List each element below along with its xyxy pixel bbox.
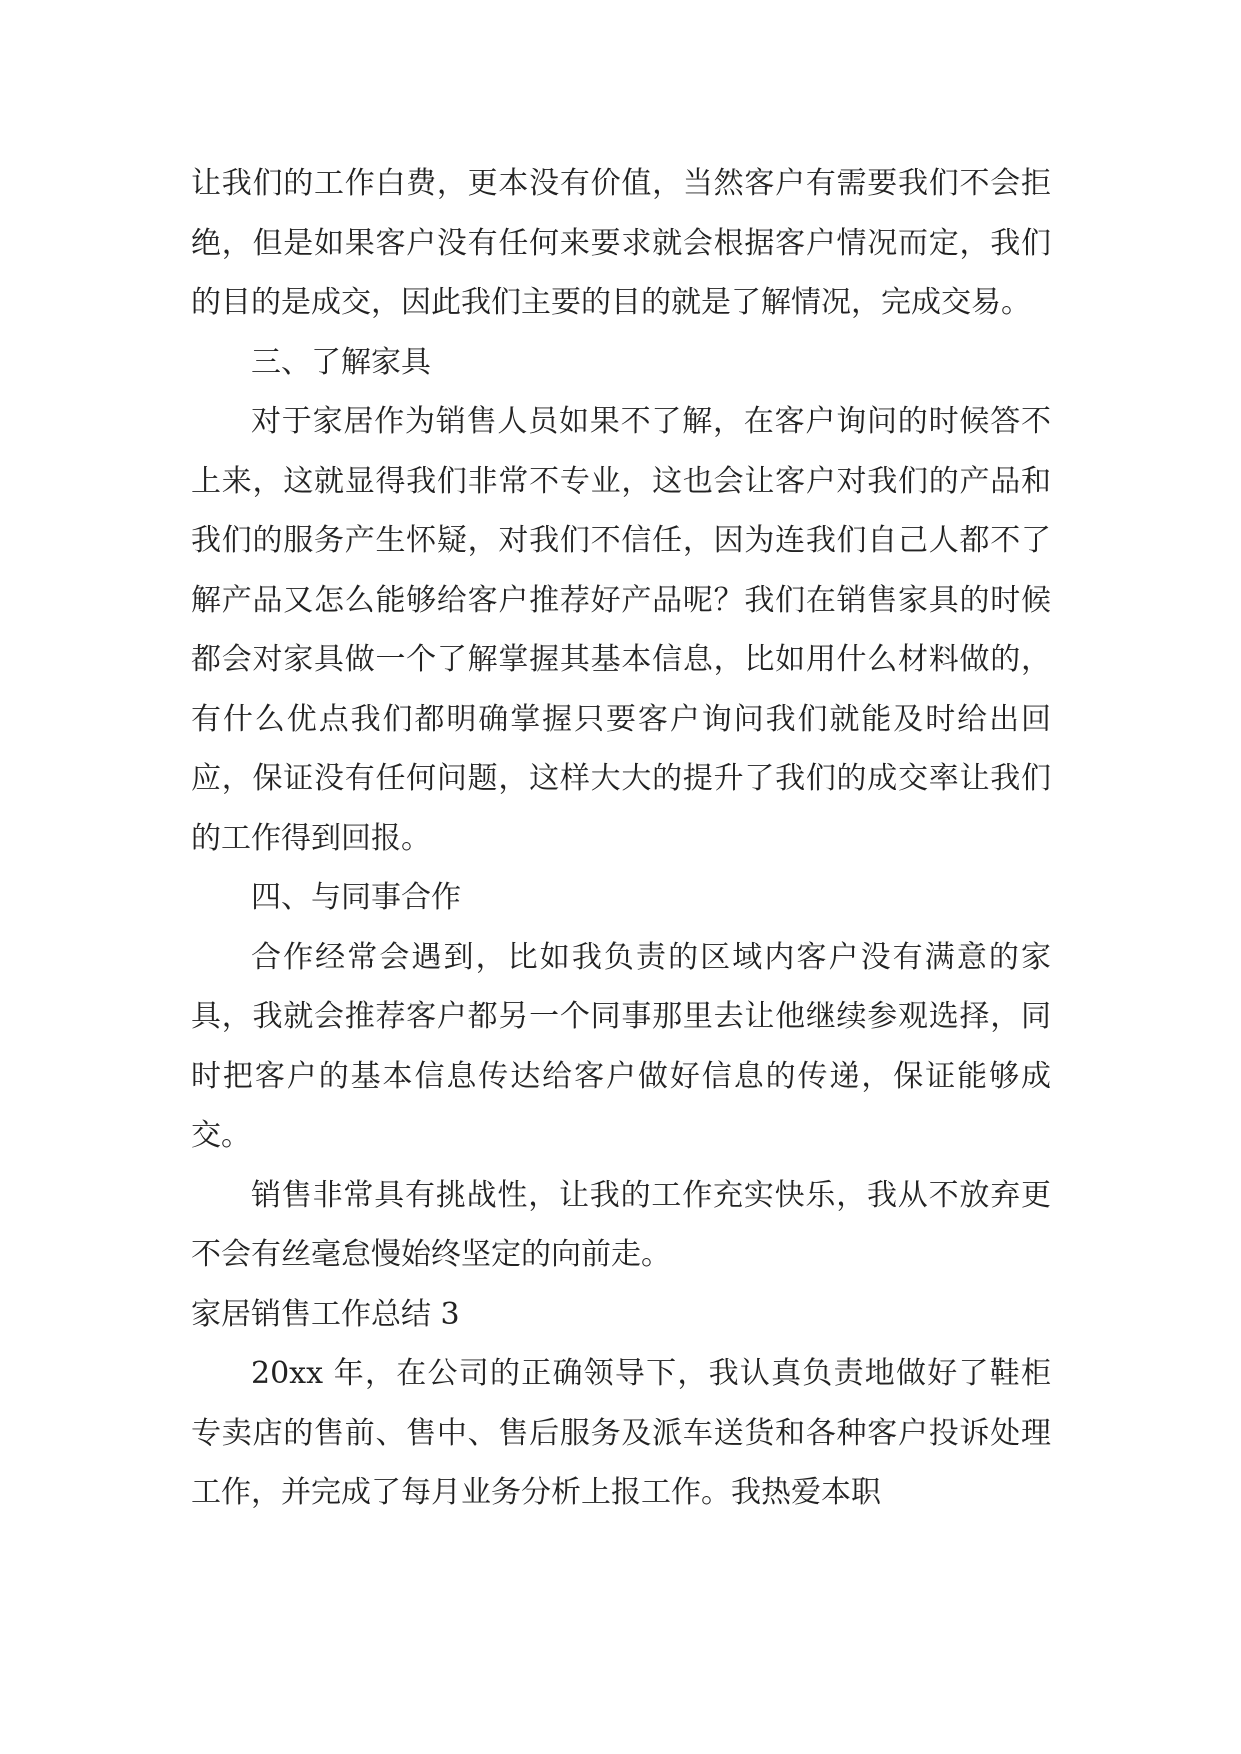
section-heading-cooperate-with-colleagues: 四、与同事合作 <box>251 880 461 915</box>
paragraph-cooperate-with-colleagues: 合作经常会遇到，比如我负责的区域内客户没有满意的家具，我就会推荐客户都另一个同事那里去让他继续参观选择，同时把客户的基本信息传达给客户做好信息的传递，保证能够成交。 <box>191 939 1051 1153</box>
document-body <box>191 154 1051 1523</box>
paragraph-summary-3-intro: 20xx 年，在公司的正确领导下，我认真负责地做好了鞋柜专卖店的售前、售中、售后服务及派车送货和各种客户投诉处理工作，并完成了每月业务分析上报工作。我热爱本职 <box>191 1356 1051 1510</box>
paragraph-continuation: 让我们的工作白费，更本没有价值，当然客户有需要我们不会拒绝，但是如果客户没有任何来要求就会根据客户情况而定，我们的目的是成交，因此我们主要的目的就是了解情况，完成交易。 <box>191 166 1051 320</box>
section-heading-understand-furniture: 三、了解家具 <box>251 344 431 380</box>
paragraph-conclusion: 销售非常具有挑战性，让我的工作充实快乐，我从不放弃更不会有丝毫怠慢始终坚定的向前走。 <box>191 1177 1051 1272</box>
paragraph-understand-furniture: 对于家居作为销售人员如果不了解，在客户询问的时候答不上来，这就显得我们非常不专业，这也会让客户对我们的产品和我们的服务产生怀疑，对我们不信任，因为连我们自己人都不了解产品又怎么能够给客户推荐好产品呢？我们在销售家具的时候都会对家具做一个了解掌握其基本信息，比如用什么材料做的，有什么优点我们都明确掌握只要客户询问我们就能及时给出回应，保证没有任何问题，这样大大的提升了我们的成交率让我们的工作得到回报。 <box>191 404 1051 856</box>
document-title-summary-3: 家居销售工作总结 3 <box>191 1296 460 1332</box>
